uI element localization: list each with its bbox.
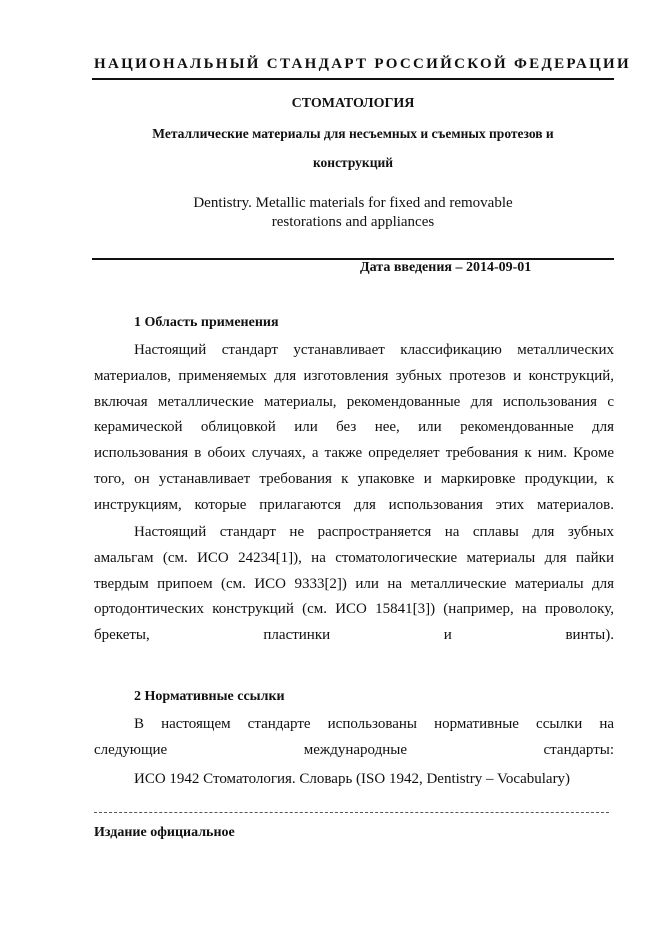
subtitle-line: Металлические материалы для несъемных и съемных протезов и bbox=[152, 126, 554, 141]
normative-reference-1: ИСО 1942 Стоматология. Словарь (ISO 1942, Dentistry – Vocabulary) bbox=[134, 771, 571, 787]
edition-label: Издание официальное bbox=[94, 825, 235, 840]
text-line: брекеты, пластинки и винты). bbox=[94, 627, 614, 644]
text-line: амальгам (см. ИСО 24234[1]), на стоматологические материалы для пайки bbox=[94, 549, 614, 566]
standard-header: НАЦИОНАЛЬНЫЙ СТАНДАРТ РОССИЙСКОЙ ФЕДЕРАЦИИ bbox=[94, 56, 631, 72]
subtitle-line: конструкций bbox=[312, 155, 394, 170]
header-rule bbox=[92, 78, 614, 80]
introduction-date: Дата введения – 2014-09-01 bbox=[360, 260, 532, 275]
text-line: керамической облицовкой или без нее, или рекомендованные для bbox=[94, 419, 614, 436]
english-title-line: restorations and appliances bbox=[271, 214, 435, 230]
text-line: В настоящем стандарте использованы нормативные ссылки на bbox=[134, 716, 614, 732]
text-line: материалов, применяемых для изготовления зубных протезов и конструкций, bbox=[94, 367, 614, 384]
text-line: ортодонтических конструкций (см. ИСО 15841[3]) (например, на проволоку, bbox=[94, 601, 614, 618]
text-line: следующие международные стандарты: bbox=[94, 741, 614, 758]
section-2-heading: 2 Нормативные ссылки bbox=[134, 689, 285, 704]
text-line: твердым припоем (см. ИСО 9333[2]) или на металлические материалы для bbox=[94, 575, 614, 592]
footer-rule bbox=[94, 812, 609, 813]
text-line: использования в обоих случаях, а также определяет требования к ним. Кроме bbox=[94, 445, 614, 462]
text-line: инструкциям, которые прилагаются для использования этих материалов. bbox=[94, 496, 614, 513]
document-subtitle bbox=[100, 119, 606, 177]
section-2-paragraph-1 bbox=[94, 712, 614, 764]
document-title: СТОМАТОЛОГИЯ bbox=[291, 96, 415, 111]
section-1-heading: 1 Область применения bbox=[134, 315, 279, 330]
text-line: включая металлические материалы, рекомендованные для использования с bbox=[94, 393, 614, 410]
section-1-paragraph-2 bbox=[94, 520, 614, 649]
english-title-line: Dentistry. Metallic materials for fixed and removable bbox=[193, 195, 513, 211]
text-line: того, он устанавливает требования к упаковке и маркировке продукции, к bbox=[94, 470, 614, 487]
text-line: Настоящий стандарт не распространяется на сплавы для зубных bbox=[134, 524, 614, 540]
section-1-paragraph-1 bbox=[94, 338, 614, 519]
text-line: Настоящий стандарт устанавливает классификацию металлических bbox=[134, 342, 614, 358]
english-title bbox=[100, 194, 606, 232]
